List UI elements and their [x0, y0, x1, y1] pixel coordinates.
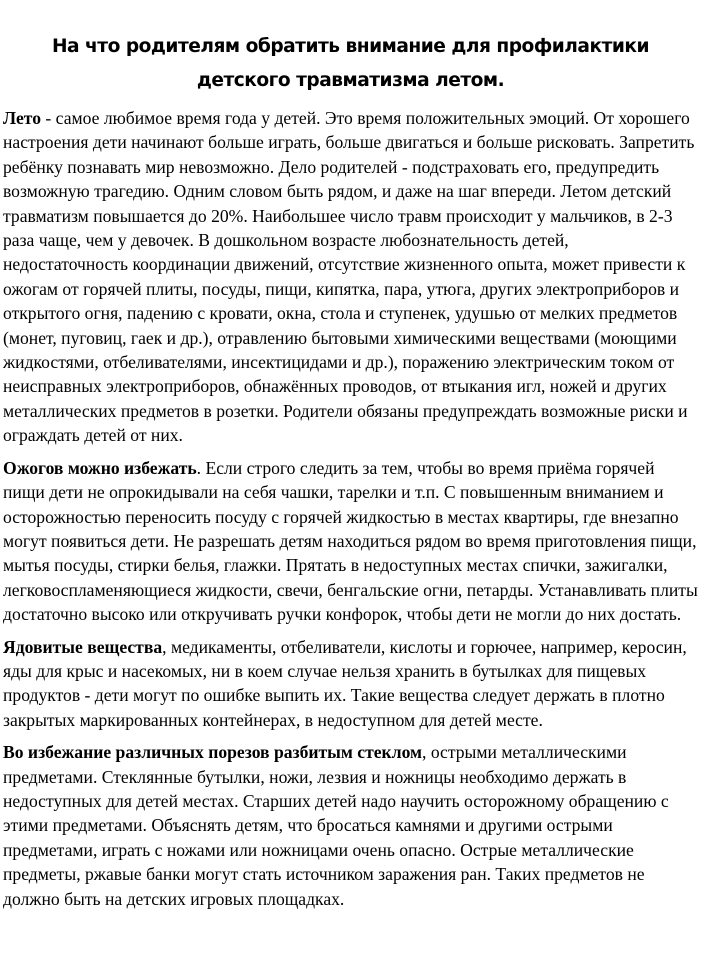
- paragraph-summer: [3, 106, 698, 448]
- paragraph-text: , острыми металлическими предметами. Стеклянные бутылки, ножи, лезвия и ножницы необходимо держать в недоступных для детей местах. Старших детей надо научить осторожному обращению с этими предметами. Объяснять детям, что бросаться камнями и другими острыми предметами, играть с ножами или ножницами очень опасно. Острые металлические предметы, ржавые банки могут стать источником заражения ран. Таких предметов не должно быть на детских игровых площадках.: [3, 742, 669, 909]
- paragraph-cuts: [3, 740, 698, 911]
- paragraph-text: . Если строго следить за тем, чтобы во время приёма горячей пищи дети не опрокидывали на себя чашки, тарелки и т.п. С повышенным вниманием и осторожностью переносить посуду с горячей жидкостью в местах квартиры, где внезапно могут появиться дети. Не разрешать детям находиться рядом во время приготовления пищи, мытья посуды, стирки белья, глажки. Прятать в недоступных местах спички, зажигалки, легковоспламеняющиеся жидкости, свечи, бенгальские огни, петарды. Устанавливать плиты достаточно высоко или откручивать ручки конфорок, чтобы дети не могли до них достать.: [3, 457, 698, 625]
- paragraph-text: - самое любимое время года у детей. Это время положительных эмоций. От хорошего настроения дети начинают больше играть, больше двигаться и больше рисковать. Запретить ребёнку познавать мир невозможно. Дело родителей - подстраховать его, предупредить возможную трагедию. Одним словом быть рядом, и даже на шаг впереди. Летом детский травматизм повышается до 20%. Наибольшее число травм происходит у мальчиков, в 2-3 раза чаще, чем у девочек. В дошкольном возрасте любознательность детей, недостаточность координации движений, отсутствие жизненного опыта, может привести к ожогам от горячей плиты, посуды, пищи, кипятка, пара, утюга, других электроприборов и открытого огня, падению с кровати, окна, стола и ступенек, удушью от мелких предметов (монет, пуговиц, гаек и др.), отравлению бытовыми химическими веществами (моющими жидкостями, отбеливателями, инсектицидами и др.), поражению электрическим током от неисправных электроприборов, обнажённых проводов, от втыкания игл, ножей и других металлических предметов в розетки. Родители обязаны предупреждать возможные риски и ограждать детей от них.: [3, 108, 695, 446]
- paragraph-poisons: [3, 635, 698, 733]
- document-title: На что родителям обратить внимание для профилактики детского травматизма летом.: [51, 36, 650, 91]
- paragraph-burns: [3, 456, 698, 627]
- paragraph-lead: Во избежание различных порезов разбитым стеклом: [3, 742, 423, 763]
- paragraph-lead: Лето: [3, 108, 42, 128]
- paragraph-lead: Ожогов можно избежать: [3, 457, 197, 478]
- paragraph-lead: Ядовитые вещества: [3, 636, 163, 657]
- paragraph-text: , медикаменты, отбеливатели, кислоты и горючее, например, керосин, яды для крыс и насекомых, ни в коем случае нельзя хранить в бутылках для пищевых продуктов - дети могут по ошибке выпить их. Такие вещества следует держать в плотно закрытых маркированных контейнерах, в недоступном для детей месте.: [3, 636, 687, 730]
